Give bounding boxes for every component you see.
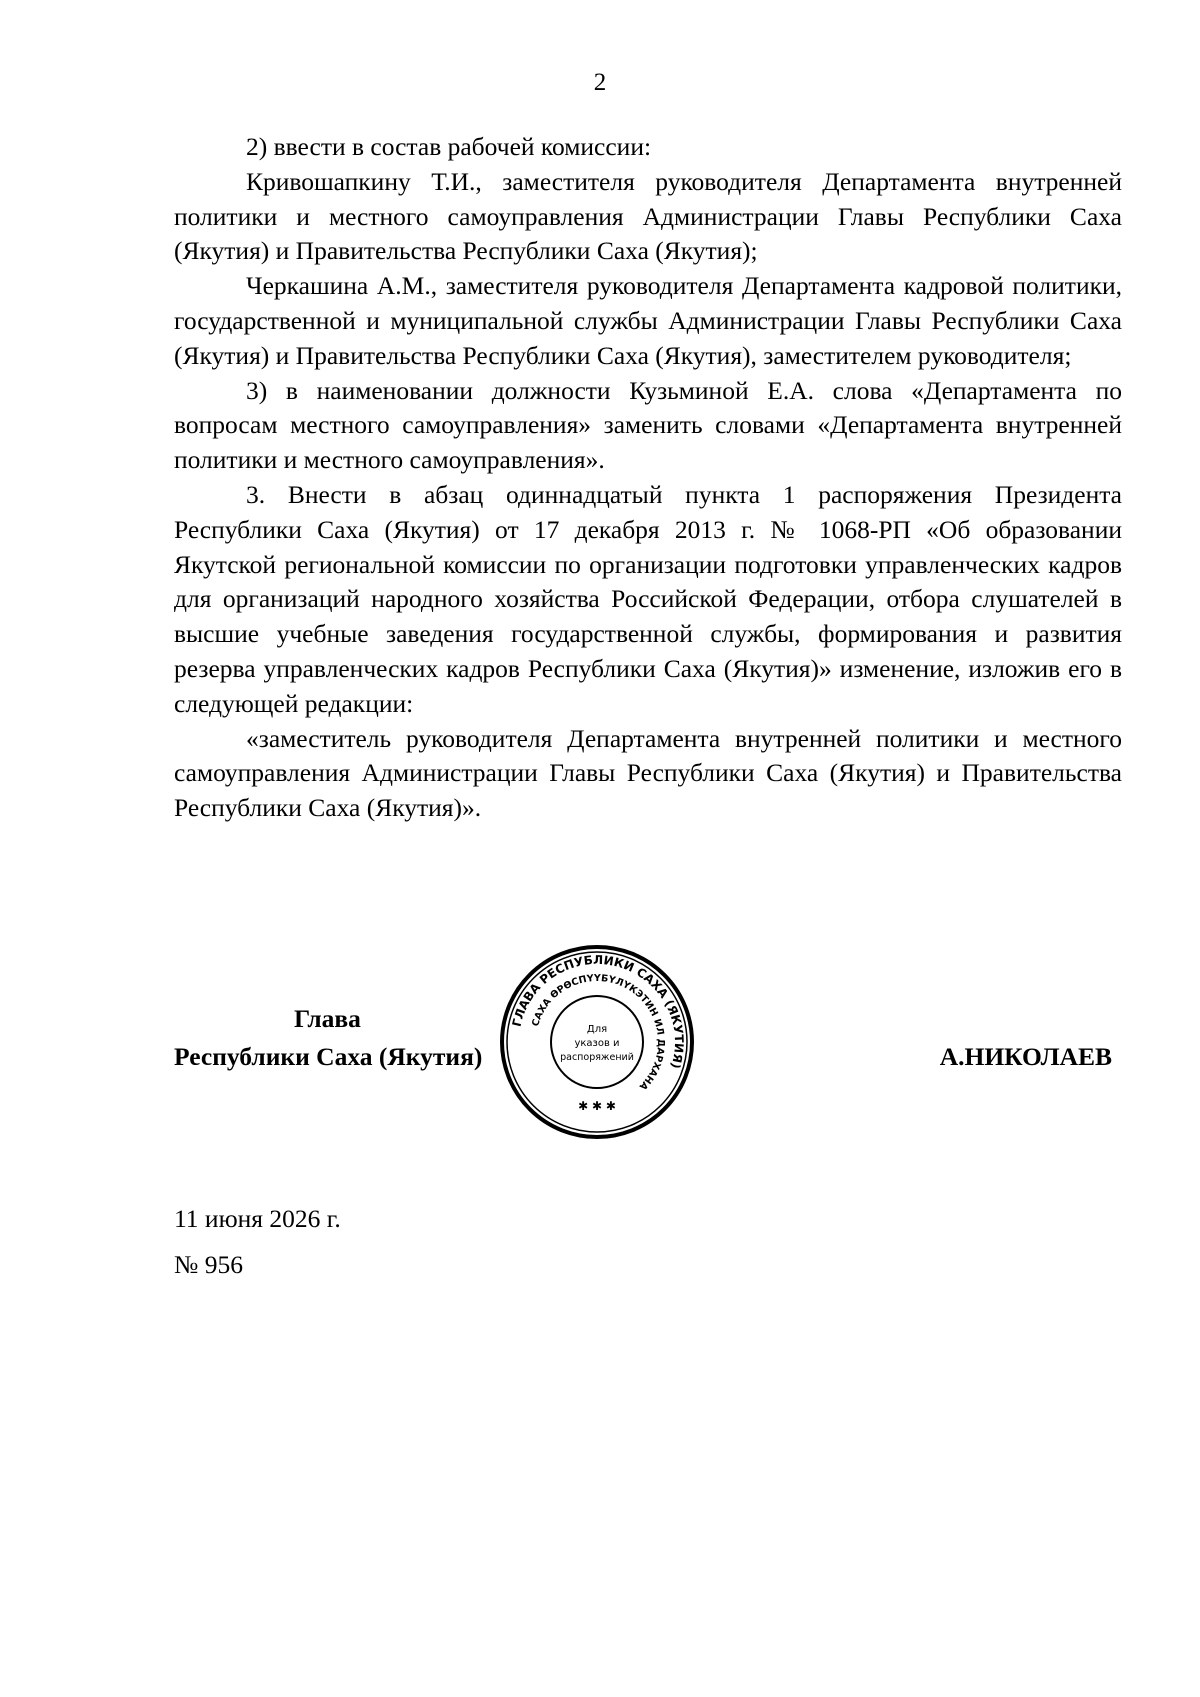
paragraph-item-2: 2) ввести в состав рабочей комиссии: xyxy=(246,132,652,161)
seal-outer-text: ГЛАВА РЕСПУБЛИКИ САХА (ЯКУТИЯ) xyxy=(509,952,687,1071)
document-footer xyxy=(174,1196,341,1288)
official-seal-icon xyxy=(497,942,697,1142)
signatory-position-line2: Республики Саха (Якутия) xyxy=(174,1042,483,1071)
seal-center-line1: Для xyxy=(586,1024,608,1035)
signatory-position-line1: Глава xyxy=(294,1004,361,1033)
paragraph-krivoshapkina: Кривошапкину Т.И., заместителя руководителя Департамента внутренней политики и местного самоуправления Администрации Главы Республики Саха (Якутия) и Правительства Республики Саха (Якутия); xyxy=(174,166,1122,266)
paragraph-cherkashin: Черкашина А.М., заместителя руководителя Департамента кадровой политики, государственной и муниципальной службы Администрации Главы Республики Саха (Якутия) и Правительства Республики Саха (Якутия), заместителем руководителя; xyxy=(174,271,1122,370)
seal-center-line2: указов и xyxy=(574,1038,620,1049)
paragraph-item-3: 3) в наименовании должности Кузьминой Е.А. слова «Департамента по вопросам местного самоуправления» заменить словами «Департамента внутренней политики и местного самоуправления». xyxy=(174,375,1122,475)
seal-inner-text: САХА ӨРӨСПҮҮБҮЛҮКЭТИН ИЛ ДАРХАНА xyxy=(530,972,667,1092)
document-date: 11 июня 2026 г. xyxy=(174,1204,341,1233)
seal-center-line3: распоряжений xyxy=(560,1052,634,1063)
paragraph-new-wording: «заместитель руководителя Департамента внутренней политики и местного самоуправления Администрации Главы Республики Саха (Якутия) и Правительства Республики Саха (Якутия)». xyxy=(174,723,1122,823)
paragraph-section-3: 3. Внести в абзац одиннадцатый пункта 1 распоряжения Президента Республики Саха (Якутия) от 17 декабря 2013 г. № 1068-РП «Об образовании Якутской региональной комиссии по организации подготовки управленческих кадров для организаций народного хозяйства Российской Федерации, отбора слушателей в высшие учебные заведения государственной службы, формирования и развития резерва управленческих кадров Республики Саха (Якутия)» изменение, изложив его в следующей редакции: xyxy=(174,479,1122,718)
document-body xyxy=(174,130,1122,826)
page-number: 2 xyxy=(593,69,607,96)
signatory-name: А.НИКОЛАЕВ xyxy=(939,1042,1112,1071)
document-number: № 956 xyxy=(174,1250,243,1279)
seal-stars: ✱ ✱ ✱ xyxy=(578,1099,616,1113)
